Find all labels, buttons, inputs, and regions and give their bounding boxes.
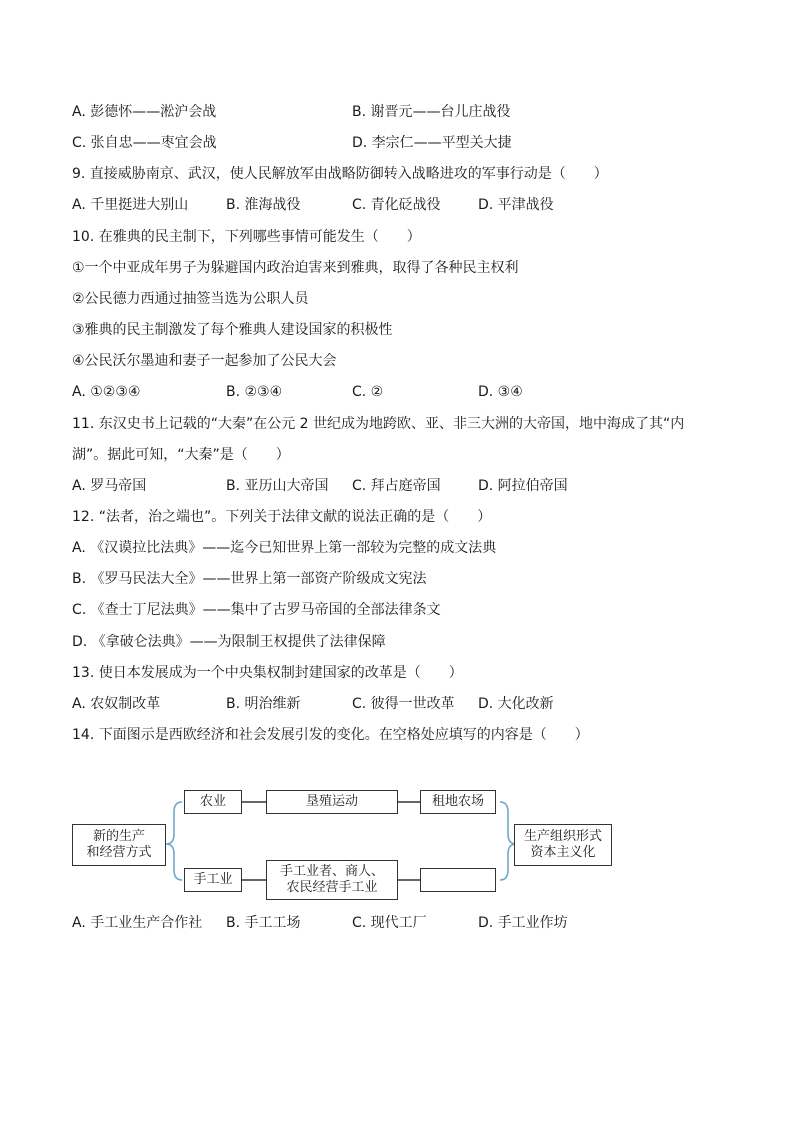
diagram-box-makers	[266, 860, 398, 900]
q9-stem: 9. 直接威胁南京、武汉，使人民解放军由战略防御转入战略进攻的军事行动是（ ）	[72, 166, 608, 182]
q10-option-d: D. ③④	[478, 384, 523, 400]
q11-option-b: B. 亚历山大帝国	[226, 478, 329, 494]
q8-option-b: B. 谢晋元——台儿庄战役	[352, 104, 511, 120]
q12-option-a: A. 《汉谟拉比法典》——迄今已知世界上第一部较为完整的成文法典	[72, 540, 497, 556]
q14-option-b: B. 手工工场	[226, 915, 301, 931]
q9-option-a: A. 千里挺进大别山	[72, 197, 189, 213]
q14-option-a: A. 手工业生产合作社	[72, 915, 203, 931]
q8-option-c: C. 张自忠——枣宜会战	[72, 135, 217, 151]
left-brace	[166, 802, 182, 880]
diagram-box-capitalism-line1: 生产组织形式	[523, 829, 602, 844]
q11-stem-line1: 11. 东汉史书上记载的“大秦”在公元 2 世纪成为地跨欧、亚、非三大洲的大帝国，地中海成了其“内	[72, 416, 685, 432]
q10-statement-1: ①一个中亚成年男子为躲避国内政治迫害来到雅典，取得了各种民主权利	[72, 260, 519, 276]
q11-option-a: A. 罗马帝国	[72, 478, 147, 494]
q8-option-d: D. 李宗仁——平型关大捷	[352, 135, 512, 151]
q9-option-d: D. 平津战役	[478, 197, 554, 213]
q11-option-c: C. 拜占庭帝国	[352, 478, 441, 494]
q14-option-d: D. 手工业作坊	[478, 915, 568, 931]
q13-option-c: C. 彼得一世改革	[352, 696, 455, 712]
q13-option-a: A. 农奴制改革	[72, 696, 161, 712]
diagram-box-capitalism	[514, 824, 612, 866]
diagram-box-new-methods-line2: 和经营方式	[86, 845, 152, 860]
q10-statement-4: ④公民沃尔墨迪和妻子一起参加了公民大会	[72, 353, 337, 369]
q10-option-b: B. ②③④	[226, 384, 283, 400]
q14-stem: 14. 下面图示是西欧经济和社会发展引发的变化。在空格处应填写的内容是（ ）	[72, 727, 589, 743]
q13-option-d: D. 大化改新	[478, 696, 554, 712]
q9-option-c: C. 青化砭战役	[352, 197, 441, 213]
q12-option-c: C. 《查士丁尼法典》——集中了古罗马帝国的全部法律条文	[72, 602, 441, 618]
diagram-box-new-methods	[72, 824, 166, 866]
diagram-box-makers-line2: 农民经营手工业	[286, 880, 378, 895]
diagram-box-handicraft: 手工业	[184, 868, 242, 892]
diagram-box-makers-line1: 手工业者、商人、	[279, 864, 384, 879]
q12-stem: 12. “法者，治之端也”。下列关于法律文献的说法正确的是（ ）	[72, 509, 492, 525]
q9-option-b: B. 淮海战役	[226, 197, 301, 213]
diagram-box-agriculture: 农业	[184, 790, 242, 814]
q14-diagram	[72, 784, 632, 904]
q11-option-d: D. 阿拉伯帝国	[478, 478, 568, 494]
q12-option-b: B. 《罗马民法大全》——世界上第一部资产阶级成文宪法	[72, 571, 427, 587]
q10-stem: 10. 在雅典的民主制下，下列哪些事情可能发生（ ）	[72, 229, 421, 245]
q10-statement-2: ②公民德力西通过抽签当选为公职人员	[72, 291, 309, 307]
q13-stem: 13. 使日本发展成为一个中央集权制封建国家的改革是（ ）	[72, 665, 463, 681]
q13-option-b: B. 明治维新	[226, 696, 301, 712]
q12-option-d: D. 《拿破仑法典》——为限制王权提供了法律保障	[72, 634, 386, 650]
q10-option-c: C. ②	[352, 384, 384, 400]
diagram-box-capitalism-line2: 资本主义化	[530, 845, 596, 860]
q14-option-c: C. 现代工厂	[352, 915, 427, 931]
diagram-box-new-methods-line1: 新的生产	[92, 829, 145, 844]
diagram-box-rent-farm: 租地农场	[420, 790, 496, 814]
q11-stem-line2: 湖”。据此可知，“大秦”是（ ）	[72, 447, 290, 463]
diagram-box-reclamation: 垦殖运动	[266, 790, 398, 814]
q8-option-a: A. 彭德怀——淞沪会战	[72, 104, 217, 120]
diagram-box-blank	[420, 868, 496, 892]
q10-option-a: A. ①②③④	[72, 384, 141, 400]
q10-statement-3: ③雅典的民主制激发了每个雅典人建设国家的积极性	[72, 322, 393, 338]
